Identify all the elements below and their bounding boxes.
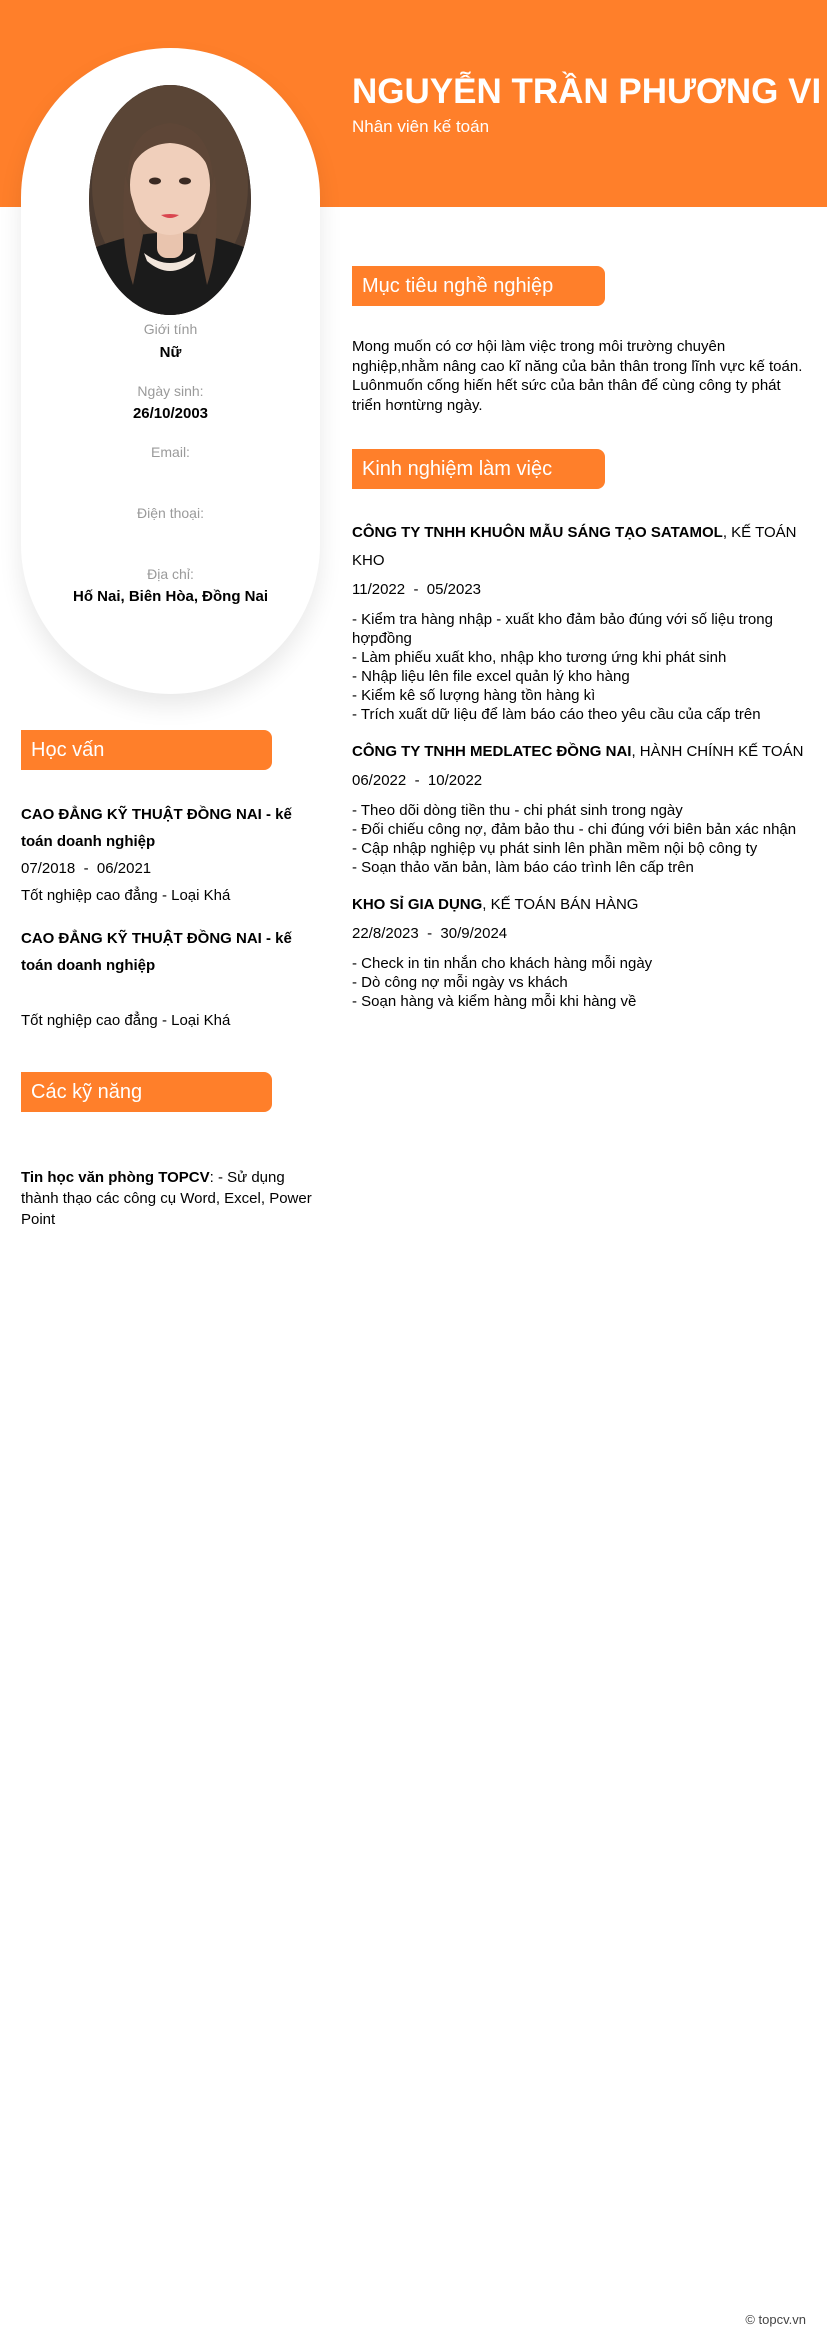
skill-desc: : - Sử dụng thành thạo các công cụ Word, Excel, Power Point xyxy=(21,1169,312,1228)
experience-heading xyxy=(352,891,812,919)
education-title: CAO ĐẲNG KỸ THUẬT ĐỒNG NAI - kế toán doanh nghiệp xyxy=(21,806,292,850)
skill-name: Tin học văn phòng TOPCV xyxy=(21,1169,210,1186)
address-value: Hố Nai, Biên Hòa, Đồng Nai xyxy=(72,588,268,605)
avatar xyxy=(89,85,251,315)
experience-item xyxy=(352,891,812,1011)
footer-credit[interactable]: © topcv.vn xyxy=(745,2312,806,2327)
duty-line: - Cập nhập nghiệp vụ phát sinh lên phần mềm nội bộ công ty xyxy=(352,840,758,857)
gender-label: Giới tính xyxy=(143,321,198,337)
duty-line: - Đối chiếu công nợ, đảm bảo thu - chi đúng với biên bản xác nhận xyxy=(352,821,797,838)
experience-item xyxy=(352,738,812,877)
profile-card xyxy=(21,48,320,694)
dob-label: Ngày sinh: xyxy=(137,383,204,399)
experience-dates: 11/2022 - 05/2023 xyxy=(352,581,482,598)
experience-duties xyxy=(352,610,812,724)
education-dates: 07/2018 - 06/2021 xyxy=(21,860,152,877)
gender-value: Nữ xyxy=(159,344,182,361)
duty-line: - Trích xuất dữ liệu để làm báo cáo theo yêu cầu của cấp trên xyxy=(352,706,761,723)
section-header-skills: Các kỹ năng xyxy=(21,1072,272,1112)
experience-duties xyxy=(352,801,812,877)
experience-duties xyxy=(352,954,812,1011)
duty-line: - Soạn thảo văn bản, làm báo cáo trình lên cấp trên xyxy=(352,859,694,876)
education-desc: Tốt nghiệp cao đẳng - Loại Khá xyxy=(21,1012,231,1029)
experience-heading xyxy=(352,519,812,575)
phone-label: Điện thoại: xyxy=(137,505,204,521)
duty-line: - Soạn hàng và kiểm hàng mỗi khi hàng về xyxy=(352,993,637,1010)
experience-dates: 06/2022 - 10/2022 xyxy=(352,772,483,789)
duty-line: - Check in tin nhắn cho khách hàng mỗi ngày xyxy=(352,955,653,972)
section-header-education: Học vấn xyxy=(21,730,272,770)
education-desc: Tốt nghiệp cao đẳng - Loại Khá xyxy=(21,887,231,904)
candidate-name: NGUYỄN TRẦN PHƯƠNG VI xyxy=(352,72,822,111)
section-header-objective: Mục tiêu nghề nghiệp xyxy=(352,266,605,306)
experience-company: CÔNG TY TNHH KHUÔN MẪU SÁNG TẠO SATAMOL xyxy=(352,524,723,541)
experience-heading xyxy=(352,738,812,766)
experience-role: , KẾ TOÁN BÁN HÀNG xyxy=(482,896,639,913)
duty-line: - Kiểm kê số lượng hàng tồn hàng kì xyxy=(352,687,596,704)
section-header-experience: Kinh nghiệm làm việc xyxy=(352,449,605,489)
experience-company: KHO SỈ GIA DỤNG xyxy=(352,896,483,913)
duty-line: - Theo dõi dòng tiền thu - chi phát sinh trong ngày xyxy=(352,802,683,819)
experience-item xyxy=(352,519,812,724)
dob-value: 26/10/2003 xyxy=(132,405,209,422)
duty-line: - Nhập liệu lên file excel quản lý kho hàng xyxy=(352,668,630,685)
avatar-photo-icon xyxy=(89,85,251,315)
email-label: Email: xyxy=(151,444,190,460)
address-label: Địa chỉ: xyxy=(147,566,194,582)
duty-line: - Kiểm tra hàng nhập - xuất kho đảm bảo đúng với số liệu trong hợpđồng xyxy=(352,611,773,647)
experience-dates: 22/8/2023 - 30/9/2024 xyxy=(352,925,508,942)
education-title: CAO ĐẲNG KỸ THUẬT ĐỒNG NAI - kế toán doanh nghiệp xyxy=(21,930,292,974)
candidate-position: Nhân viên kế toán xyxy=(352,117,490,136)
skill-item xyxy=(21,1167,321,1230)
duty-line: - Dò công nợ mỗi ngày vs khách xyxy=(352,974,568,991)
experience-role: , HÀNH CHÍNH KẾ TOÁN xyxy=(631,743,804,760)
duty-line: - Làm phiếu xuất kho, nhập kho tương ứng khi phát sinh xyxy=(352,649,727,666)
experience-company: CÔNG TY TNHH MEDLATEC ĐỒNG NAI xyxy=(352,743,632,760)
experience-role: , KẾ TOÁN KHO xyxy=(352,524,797,569)
objective-text: Mong muốn có cơ hội làm việc trong môi trường chuyên nghiệp,nhằm nâng cao kĩ năng của bản thân trong lĩnh vực kế toán. Luônmuốn cống hiến hết sức của bản thân để cùng công ty phát triển hơntừng ngày. xyxy=(352,338,803,414)
